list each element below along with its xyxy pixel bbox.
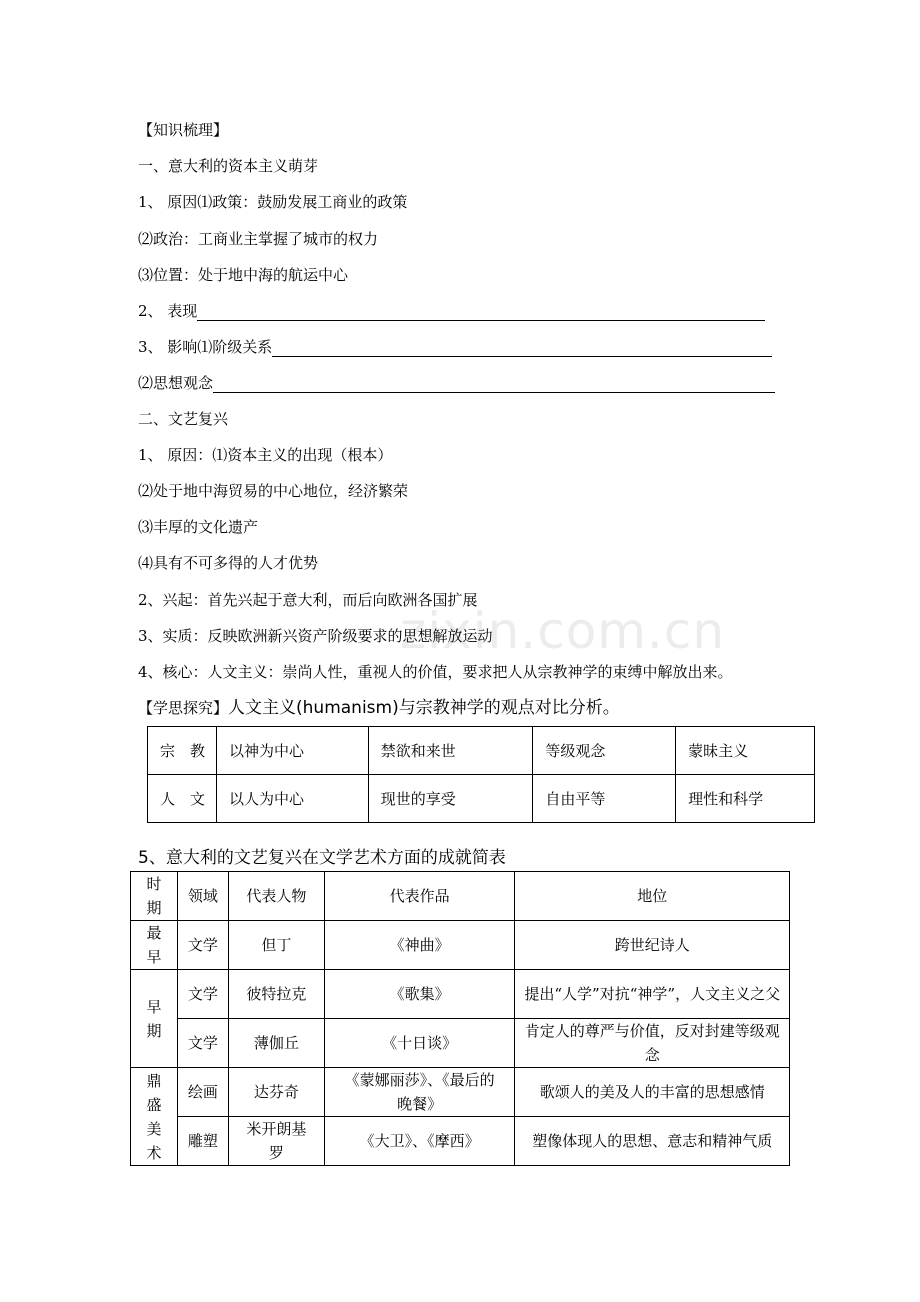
table-cell: 等级观念 <box>533 727 676 775</box>
table-cell: 以人为中心 <box>216 775 368 823</box>
table-cell: 肯定人的尊严与价值，反对封建等级观念 <box>515 1019 790 1068</box>
achievements-title: 5、意大利的文艺复兴在文学艺术方面的成就简表 <box>138 848 506 868</box>
table-cell: 以神为中心 <box>216 727 368 775</box>
table-cell: 人 文 <box>148 775 217 823</box>
answer-blank[interactable] <box>272 340 772 357</box>
table-row <box>148 727 815 775</box>
fill-blank-class-relations <box>138 337 772 357</box>
renaissance-cause-1: 1、 原因：⑴资本主义的出现（根本） <box>138 446 393 464</box>
heading-renaissance: 二、文艺复兴 <box>138 410 229 428</box>
cause-policy: 1、 原因⑴政策：鼓励发展工商业的政策 <box>138 193 408 211</box>
achievements-table <box>130 871 790 1166</box>
fill-blank-ideas <box>138 373 775 393</box>
table-cell: 自由平等 <box>533 775 676 823</box>
table-cell: 歌颂人的美及人的丰富的思想感情 <box>515 1068 790 1117</box>
table-cell: 现世的享受 <box>368 775 533 823</box>
header-period: 时期 <box>131 872 178 921</box>
inquiry-label: 【学思探究】 <box>138 699 229 717</box>
table-row <box>131 1019 790 1068</box>
cause-location: ⑶位置：处于地中海的航运中心 <box>138 266 349 284</box>
period-cell: 最早 <box>131 921 178 970</box>
fill-blank-label: 3、 影响⑴阶级关系 <box>138 338 273 356</box>
answer-blank[interactable] <box>197 304 765 321</box>
period-cell: 鼎盛美术 <box>131 1068 178 1166</box>
period-cell: 早期 <box>131 970 178 1068</box>
table-cell: 绘画 <box>177 1068 228 1117</box>
table-cell: 《歌集》 <box>324 970 515 1019</box>
table-row <box>131 1068 790 1117</box>
renaissance-cause-2: ⑵处于地中海贸易的中心地位，经济繁荣 <box>138 482 409 500</box>
renaissance-rise: 2、兴起：首先兴起于意大利，而后向欧洲各国扩展 <box>138 591 478 609</box>
table-row <box>131 970 790 1019</box>
table-cell: 蒙昧主义 <box>676 727 815 775</box>
header-field: 领域 <box>177 872 228 921</box>
header-work: 代表作品 <box>324 872 515 921</box>
renaissance-essence: 3、实质：反映欧洲新兴资产阶级要求的思想解放运动 <box>138 627 493 645</box>
table-cell: 《大卫》、《摩西》 <box>324 1117 515 1166</box>
table-cell: 禁欲和来世 <box>368 727 533 775</box>
answer-blank[interactable] <box>213 376 775 393</box>
table-cell: 米开朗基罗 <box>228 1117 324 1166</box>
heading-capitalism-sprouts: 一、意大利的资本主义萌芽 <box>138 157 319 175</box>
renaissance-core: 4、核心：人文主义：崇尚人性，重视人的价值，要求把人从宗教神学的束缚中解放出来。 <box>138 663 733 681</box>
section-heading-knowledge: 【知识梳理】 <box>138 121 229 139</box>
comparison-table <box>147 726 815 823</box>
table-cell: 宗 教 <box>148 727 217 775</box>
header-person: 代表人物 <box>228 872 324 921</box>
table-cell: 理性和科学 <box>676 775 815 823</box>
table-cell: 提出“人学”对抗“神学”，人文主义之父 <box>515 970 790 1019</box>
table-cell: 《蒙娜丽莎》、《最后的晚餐》 <box>324 1068 515 1117</box>
header-status: 地位 <box>515 872 790 921</box>
renaissance-cause-3: ⑶丰厚的文化遗产 <box>138 518 259 536</box>
fill-blank-manifestation <box>138 301 765 321</box>
table-cell: 《十日谈》 <box>324 1019 515 1068</box>
inquiry-title: 人文主义(humanism)与宗教神学的观点对比分析。 <box>228 698 620 718</box>
table-row <box>131 1117 790 1166</box>
table-row <box>131 921 790 970</box>
table-cell: 但丁 <box>228 921 324 970</box>
table-cell: 塑像体现人的思想、意志和精神气质 <box>515 1117 790 1166</box>
table-cell: 《神曲》 <box>324 921 515 970</box>
fill-blank-label: 2、 表现 <box>138 302 198 320</box>
table-cell: 文学 <box>177 970 228 1019</box>
fill-blank-label: ⑵思想观念 <box>138 374 214 392</box>
table-cell: 薄伽丘 <box>228 1019 324 1068</box>
table-cell: 文学 <box>177 921 228 970</box>
renaissance-cause-4: ⑷具有不可多得的人才优势 <box>138 554 319 572</box>
table-cell: 文学 <box>177 1019 228 1068</box>
inquiry-heading <box>138 697 620 719</box>
table-cell: 彼特拉克 <box>228 970 324 1019</box>
table-cell: 达芬奇 <box>228 1068 324 1117</box>
table-cell: 跨世纪诗人 <box>515 921 790 970</box>
table-row <box>148 775 815 823</box>
table-cell: 雕塑 <box>177 1117 228 1166</box>
cause-politics: ⑵政治：工商业主掌握了城市的权力 <box>138 230 379 248</box>
watermark: zixin.com.cn <box>400 602 726 660</box>
table-header-row <box>131 872 790 921</box>
